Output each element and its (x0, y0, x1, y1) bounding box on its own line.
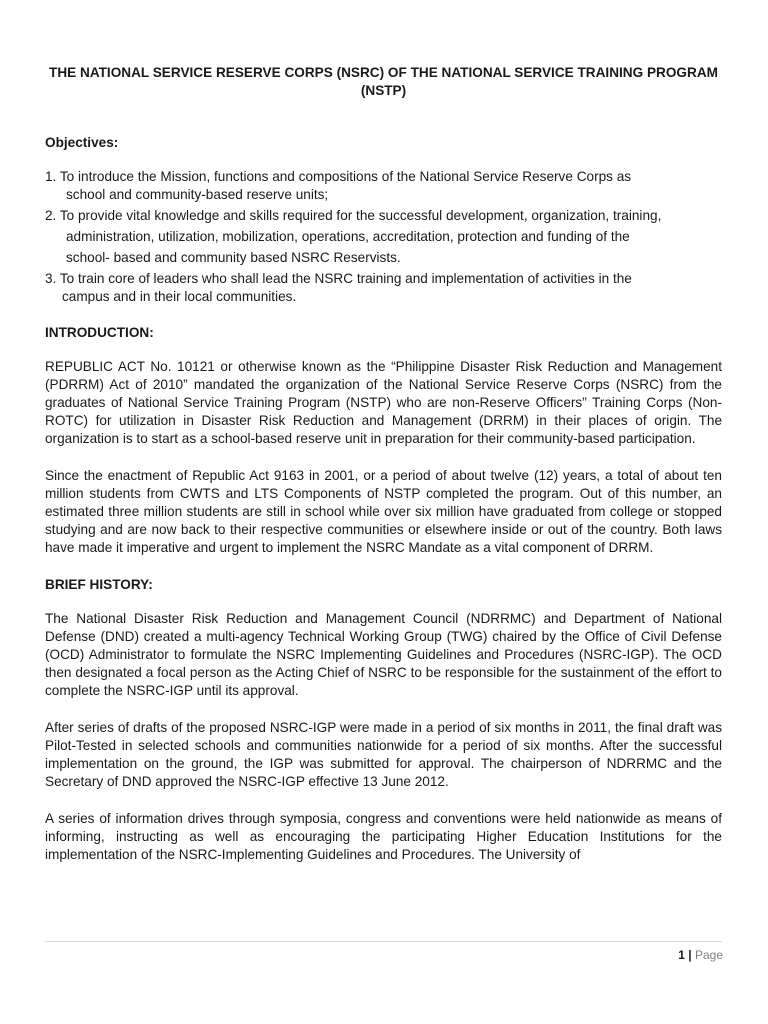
history-paragraph-2: After series of drafts of the proposed NSRC-IGP were made in a period of six months in 2011, the final draft was Pilot-Tested in selected schools and communities nationwide for a period of six months. After the successful implementation on the ground, the IGP was submitted for approval. The chairperson of NDRRMC and the Secretary of DND approved the NSRC-IGP effective 13 June 2012. (45, 720, 722, 789)
objective-3-line-2: campus and in their local communities. (62, 289, 297, 304)
objective-3-line-1: 3. To train core of leaders who shall lead the NSRC training and implementation of activities in the (45, 271, 632, 286)
objective-2-line-3: school- based and community based NSRC Reservists. (66, 250, 401, 265)
objective-2-line-1: 2. To provide vital knowledge and skills required for the successful development, organization, training, (45, 208, 662, 223)
introduction-heading: INTRODUCTION: (45, 325, 154, 340)
introduction-paragraph-1: REPUBLIC ACT No. 10121 or otherwise known as the “Philippine Disaster Risk Reduction and Management (PDRRM) Act of 2010” mandated the organization of the National Service Reserve Corps (NSRC) from the graduates of National Service Training Program (NSTP) who are non-Reserve Officers” Training Corps (Non-ROTC) for utilization in Disaster Risk Reduction and Management (DRRM) in their places of origin. The organization is to start as a school-based reserve unit in preparation for their community-based participation. (45, 359, 722, 446)
objective-item-1 (45, 168, 722, 204)
objective-1-line-2: school and community-based reserve units; (66, 187, 329, 202)
page-separator: | (688, 948, 692, 962)
history-paragraph-1: The National Disaster Risk Reduction and Management Council (NDRRMC) and Department of National Defense (DND) created a multi-agency Technical Working Group (TWG) chaired by the Office of Civil Defense (OCD) Administrator to formulate the NSRC Implementing Guidelines and Procedures (NSRC-IGP). The OCD then designated a focal person as the Acting Chief of NSRC to be responsible for the sustainment of the effort to complete the NSRC-IGP until its approval. (45, 611, 722, 698)
objectives-list (45, 168, 722, 306)
document-page (45, 64, 722, 883)
objective-item-3 (45, 270, 722, 306)
document-title: THE NATIONAL SERVICE RESERVE CORPS (NSRC) OF THE NATIONAL SERVICE TRAINING PROGRAM (NSTP) (49, 65, 718, 98)
history-heading: BRIEF HISTORY: (45, 577, 153, 592)
objective-item-2 (45, 207, 722, 267)
page-label: Page (694, 948, 723, 962)
footer-divider (45, 941, 722, 942)
introduction-paragraph-2: Since the enactment of Republic Act 9163 in 2001, or a period of about twelve (12) years, a total of about ten million students from CWTS and LTS Components of NSTP completed the program. Out of this number, an estimated three million students are still in school while over six million have graduated from college or stopped studying and are now back to their respective communities or elsewhere inside or out of the country. Both laws have made it imperative and urgent to implement the NSRC Mandate as a vital component of DRRM. (45, 468, 722, 555)
page-number: 1 (678, 948, 685, 962)
objective-1-line-1: 1. To introduce the Mission, functions and compositions of the National Service Reserve Corps as (45, 169, 632, 184)
objectives-heading: Objectives: (45, 135, 119, 150)
history-paragraph-3: A series of information drives through symposia, congress and conventions were held nationwide as means of informing, instructing as well as encouraging the participating Higher Education Institutions for the implementation of the NSRC-Implementing Guidelines and Procedures. The University of (45, 811, 722, 862)
page-footer (678, 946, 723, 964)
objective-2-line-2: administration, utilization, mobilization, operations, accreditation, protection and funding of the (66, 229, 630, 244)
